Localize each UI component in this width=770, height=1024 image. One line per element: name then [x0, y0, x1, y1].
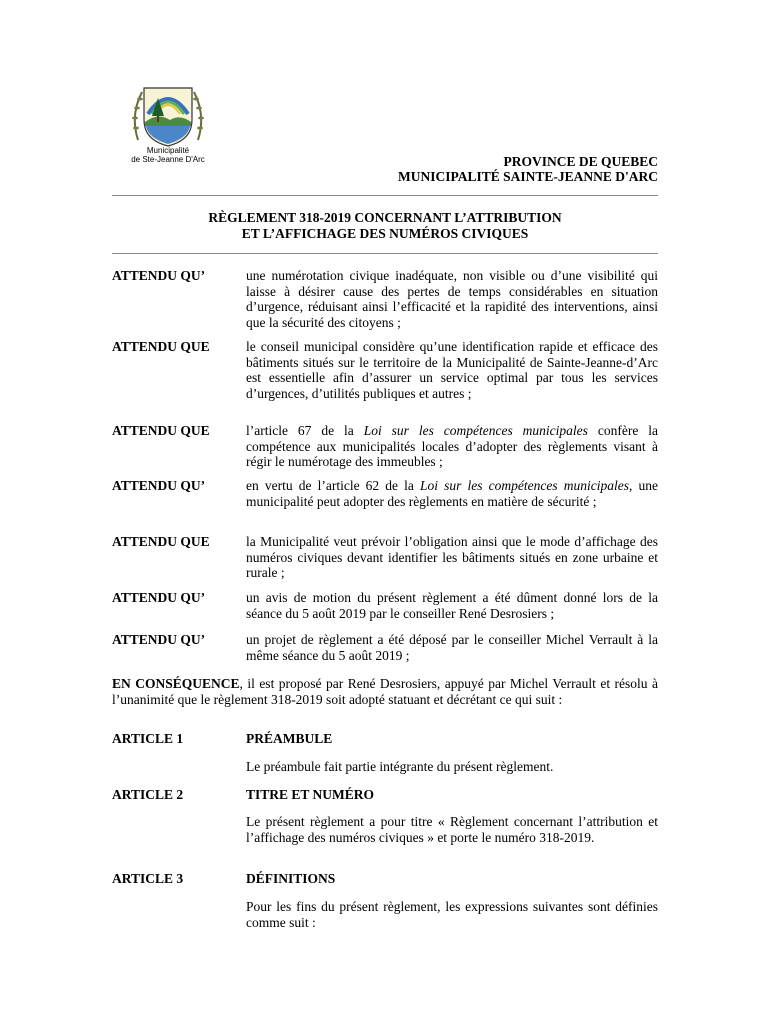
- article-label: ARTICLE 1: [112, 731, 184, 746]
- consequence-text: , il est proposé par René Desrosiers, appuyé par Michel Verrault et résolu à l’unanimité que le règlement 318-2019 soit adopté statuant et décrétant ce qui suit :: [112, 676, 658, 707]
- consequence-lead: EN CONSÉQUENCE: [112, 676, 240, 691]
- divider: [112, 253, 658, 254]
- document-title-line1: RÈGLEMENT 318-2019 CONCERNANT L’ATTRIBUTION: [208, 210, 562, 225]
- clause-text: un projet de règlement a été déposé par le conseiller Michel Verrault à la même séance du 5 août 2019 ;: [246, 632, 658, 663]
- article-text: Pour les fins du présent règlement, les expressions suivantes sont définies comme suit :: [246, 899, 658, 930]
- clause-text: une numérotation civique inadéquate, non visible ou d’une visibilité qui laisse à désirer cause des pertes de temps considérables en situation d’urgence, réduisant ainsi l’efficacité et la rapidité des interventions, ainsi que la sécurité des citoyens ;: [246, 268, 658, 330]
- crest-caption-line2: de Ste-Jeanne D'Arc: [131, 155, 205, 164]
- crest-caption: [118, 146, 218, 164]
- clause-text: la Municipalité veut prévoir l’obligation ainsi que le mode d’affichage des numéros civiques devant identifier les bâtiments situés en zone urbaine et rurale ;: [246, 534, 658, 580]
- article-title: DÉFINITIONS: [246, 871, 336, 886]
- consequence-paragraph: [112, 676, 658, 707]
- clause-label: ATTENDU QU’: [112, 590, 206, 605]
- document-title-line2: ET L’AFFICHAGE DES NUMÉROS CIVIQUES: [241, 226, 529, 241]
- clause-label: ATTENDU QU’: [112, 478, 206, 493]
- clause-text-part: confère la compétence aux municipalités locales d’adopter des règlements visant à régir le numérotage des immeubles ;: [246, 423, 658, 469]
- crest-caption-line1: Municipalité: [146, 146, 190, 155]
- clause-text: un avis de motion du présent règlement a été dûment donné lors de la séance du 5 août 2019 par le conseiller René Desrosiers ;: [246, 590, 658, 621]
- law-title: Loi sur les compétences municipales: [363, 423, 588, 438]
- article-title: TITRE ET NUMÉRO: [246, 787, 375, 802]
- clause-text-part: l’article 67 de la: [246, 423, 364, 438]
- article-label: ARTICLE 2: [112, 787, 184, 802]
- clause-text-part: en vertu de l’article 62 de la: [246, 478, 421, 493]
- clause-label: ATTENDU QUE: [112, 534, 210, 549]
- clause-label: ATTENDU QUE: [112, 423, 210, 438]
- clause-label: ATTENDU QU’: [112, 268, 206, 283]
- clause-text: [246, 478, 658, 509]
- article-text: Le préambule fait partie intégrante du présent règlement.: [246, 759, 554, 774]
- clause-text: [246, 423, 658, 470]
- clause-text-part: , une municipalité peut adopter des règlements en matière de sécurité ;: [246, 478, 659, 509]
- municipality-heading: MUNICIPALITÉ SAINTE-JEANNE D'ARC: [397, 169, 658, 184]
- clause-label: ATTENDU QUE: [112, 339, 210, 354]
- divider: [112, 195, 658, 196]
- clause-text: le conseil municipal considère qu’une identification rapide et efficace des bâtiments situés sur le territoire de la Municipalité de Sainte-Jeanne-d’Arc est essentielle afin d’assurer un service optimal par tous les services d’urgences, d’utilités publiques et autres ;: [246, 339, 658, 401]
- article-title: PRÉAMBULE: [246, 731, 333, 746]
- law-title: Loi sur les compétences municipales: [420, 478, 630, 493]
- article-text: Le présent règlement a pour titre « Règlement concernant l’attribution et l’affichage des numéros civiques » et porte le numéro 318-2019.: [246, 814, 658, 845]
- clause-label: ATTENDU QU’: [112, 632, 206, 647]
- article-label: ARTICLE 3: [112, 871, 184, 886]
- province-heading: PROVINCE DE QUEBEC: [503, 154, 658, 169]
